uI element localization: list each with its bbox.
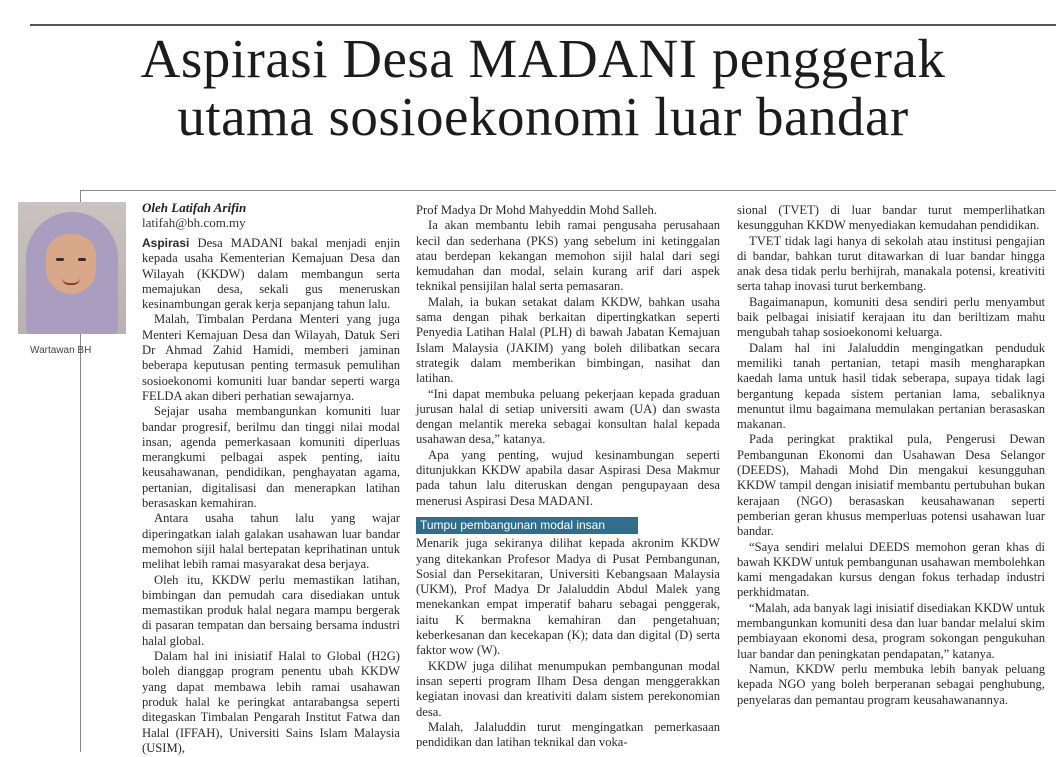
author-photo xyxy=(18,202,126,334)
lead-word: Aspirasi xyxy=(142,236,190,250)
paragraph: Prof Madya Dr Mohd Mahyeddin Mohd Salleh. xyxy=(416,203,658,217)
paragraph: Menarik juga sekiranya dilihat kepada akronim KKDW yang ditekankan Profesor Madya di Pusat Pembangunan, Sosial dan Persekitaran, Universiti Kebangsaan Malaysia (UKM), Prof Madya Dr Jalaluddin Abdul Malek yang menekankan empat imperatif baharu sebagai penggerak, iaitu K bermakna kemahiran dan pengetahuan; keberkesanan dan kecekapan (K); data dan digital (D) serta faktor wow (W). xyxy=(416,536,720,658)
subheading: Tumpu pembangunan modal insan xyxy=(416,517,638,534)
paragraph: Bagaimanapun, komuniti desa sendiri perlu menyambut baik pelbagai inisiatif kerajaan itu dan beriltizam mahu mengubah tahap sosioekonomi keluarga. xyxy=(737,294,1045,340)
paragraph: sional (TVET) di luar bandar turut memperlihatkan kesungguhan KKDW menyediakan kemudahan pendidikan. xyxy=(737,203,1045,233)
paragraph: Namun, KKDW perlu membuka lebih banyak peluang kepada NGO yang boleh berperanan sebagai penghubung, penyelaras dan pemantau program keusahawanannya. xyxy=(737,661,1045,707)
photo-caption: Wartawan BH xyxy=(30,345,92,356)
article-column-3 xyxy=(737,203,1045,752)
paragraph: Malah, Timbalan Perdana Menteri yang juga Menteri Kemajuan Desa dan Wilayah, Datuk Seri Dr Ahmad Zahid Hamidi, memberi jaminan beberapa keputusan penting termasuk pemulihan sosioekonomi komuniti luar bandar seperti warga FELDA akan diberi perhatian sewajarnya. xyxy=(142,312,400,403)
paragraph: Antara usaha tahun lalu yang wajar diperingatkan ialah galakan usahawan luar bandar memohon sijil halal bertepatan keprihatinan untuk melihat lebih ramai masyarakat desa berjaya. xyxy=(142,511,400,572)
paragraph: Sejajar usaha membangunkan komuniti luar bandar progresif, berilmu dan tinggi nilai modal insan, agenda pemerkasaan komuniti diperluas merangkumi pelbagai aspek penting, iaitu keusahawanan, pendidikan, penghayatan agama, pertanian, digitalisasi dan menerapkan latihan berasaskan kemahiran. xyxy=(142,404,400,511)
paragraph xyxy=(142,236,400,312)
paragraph: Apa yang penting, wujud kesinambungan seperti ditunjukkan KKDW apabila dasar Aspirasi Desa Makmur pada tahun lalu diteruskan dengan pengupayaan desa menerusi Aspirasi Desa MADANI. xyxy=(416,447,720,508)
paragraph: Malah, ia bukan setakat dalam KKDW, bahkan usaha sama dengan pihak berkaitan dipertingkatkan seperti Penyedia Latihan Halal (PLH) di bawah Jabatan Kemajuan Islam Malaysia (JAKIM) yang boleh dilibatkan secara strategik dalam memberikan bimbingan, nasihat dan latihan. xyxy=(416,294,720,386)
article-column-2 xyxy=(416,203,720,752)
author-name: Oleh Latifah Arifin xyxy=(142,200,247,215)
paragraph: Dalam hal ini inisiatif Halal to Global (H2G) boleh dianggap program penentu ubah KKDW yang dapat membawa lebih ramai usahawan produk halal ke peringkat antarabangsa seperti ditegaskan Timbalan Pengarah Institut Fatwa dan Halal (IFFAH), Universiti Sains Islam Malaysia (USIM), xyxy=(142,649,400,755)
article-frame-top xyxy=(80,190,1056,191)
paragraph-text: Desa MADANI bakal menjadi enjin kepada usaha Kementerian Kemajuan Desa dan Wilayah (KKDW) dalam membangun serta memajukan desa, sekali gus meneruskan kesinambungan gerak kerja sepanjang tahun lalu. xyxy=(142,236,400,312)
paragraph: “Saya sendiri melalui DEEDS memohon geran khas di bawah KKDW untuk pembangunan usahawan membolehkan kami mengadakan kursus dengan fokus terhadap industri perkhidmatan. xyxy=(737,539,1045,600)
paragraph: Oleh itu, KKDW perlu memastikan latihan, bimbingan dan pemudah cara disediakan untuk memastikan produk halal negara mampu bergerak di pasaran tempatan dan bersaing bersama industri halal global. xyxy=(142,572,400,648)
headline xyxy=(30,30,1056,146)
author-email[interactable]: latifah@bh.com.my xyxy=(142,215,246,230)
paragraph: “Ini dapat membuka peluang pekerjaan kepada graduan jurusan halal di setiap universiti awam (UA) dan swasta dengan melantik mereka sebagai konsultan halal kepada usahawan desa,” katanya. xyxy=(416,386,720,447)
article-column-1 xyxy=(142,236,400,755)
paragraph: Dalam hal ini Jalaluddin mengingatkan penduduk memiliki tanah pertanian, tetapi masih mengharapkan kaedah lama untuk hasil tidak seberapa, supaya tidak lagi bergantung kepada sistem pertanian lama, sebaliknya menuntut ilmu bagaimana memulakan pertanian berasaskan makanan. xyxy=(737,340,1045,432)
headline-line-2: utama sosioekonomi luar bandar xyxy=(177,86,909,147)
paragraph: TVET tidak lagi hanya di sekolah atau institusi pengajian di bandar, bahkan turut ditawarkan di luar bandar hingga anak desa tidak perlu berhijrah, manakala potensi, kreativiti serta tahap inovasi turut berkembang. xyxy=(737,233,1045,294)
paragraph: “Malah, ada banyak lagi inisiatif disediakan KKDW untuk membangunkan komuniti desa dan luar bandar melalui skim pembiayaan ekonomi desa, program sokongan pengukuhan luar bandar dan peningkatan pendapatan,” katanya. xyxy=(737,600,1045,661)
top-rule xyxy=(30,24,1056,26)
headline-line-1: Aspirasi Desa MADANI penggerak xyxy=(140,28,946,89)
paragraph: Malah, Jalaluddin turut mengingatkan pemerkasaan pendidikan dan latihan teknikal dan voka- xyxy=(416,719,720,750)
byline xyxy=(142,200,246,230)
paragraph: KKDW juga dilihat menumpukan pembangunan modal insan seperti program Ilham Desa dengan menggerakkan kegiatan inovasi dan kreativiti dalam sistem perekonomian desa. xyxy=(416,658,720,719)
paragraph: Pada peringkat praktikal pula, Pengerusi Dewan Pembangunan Ekonomi dan Usahawan Desa Selangor (DEEDS), Mahadi Mohd Din mengakui kesungguhan KKDW tampil dengan inisiatif membantu pertubuhan bukan kerajaan (NGO) berasaskan keusahawanan seperti pemberian geran khusus memperluas potensi usahawan luar bandar. xyxy=(737,432,1045,539)
paragraph: Ia akan membantu lebih ramai pengusaha perusahaan kecil dan sederhana (PKS) yang sebelum ini ketinggalan atau berdepan kekangan memohon sijil halal dari segi kemudahan dan modal, selain kurang arif dari aspek teknikal pensijilan halal serta pemasaran. xyxy=(416,218,720,294)
